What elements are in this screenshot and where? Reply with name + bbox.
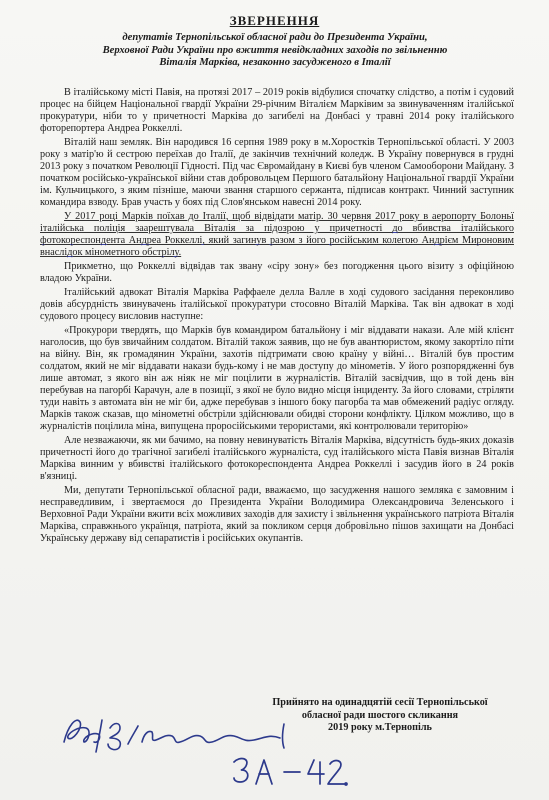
paragraph: Віталій наш земляк. Він народився 16 серпня 1989 року в м.Хоростків Тернопільської області. У 2003 року з матір'ю й сестрою переїхав до Італії, де закінчив технічний коледж. В Україну повернувся в грудні 2013 року з початком Революції Гідності. Під час Євромайдану в Києві був членом Самооборони Майдану. З початком російсько-української війни став добровольцем Першого батальйону Національної гвардії України ім. Кульчицького, з яким пізніше, маючи звання старшого сержанта, підписав контракт. Чинний заступник командира взводу. Брав участь у боях під Слов'янськом навесні 2014 року. [40,137,514,208]
subtitle-line: Віталія Марківа, незаконно засудженого в Італії [159,57,391,68]
paragraph-part: У 2017 році Марків поїхав до Італії, щоб відвідати матір. 30 червня 2017 року в аеропорту Болоньї італійська поліція заарештувала Віталія за підозрою у причетності [40,211,514,234]
adoption-line: обласної ради шостого скликання [301,709,459,721]
subtitle-line: Верховної Ради України про вжиття невідкладних заходів по звільненню [102,44,448,56]
document-body [40,87,514,547]
subtitle-line: депутатів Тернопільської обласної ради до Президента України, [122,32,428,43]
paragraph: Прикметно, що Роккеллі відвідав так звану «сіру зону» без погодження цього візиту з офіційною владою України. [40,261,514,284]
adoption-line: 2019 року м.Тернопіль [328,722,432,733]
quote-paragraph: «Прокурори твердять, що Марків був командиром батальйону і міг віддавати накази. Але мій клієнт наголосив, що був звичайним солдатом. Віталій також заявив, що не був авантюристом, якому закортіло піти на війну. Він, як громадянин України, захотів підтримати свою країну у війні… Віталій був простим солдатом, який не міг віддавати накази будь-кому і не мав доступу до мінометів. У його розпорядженні був лише автомат, з якого він аж ніяк не міг поцілити в журналістів. Віталій засвідчив, що в той день він перебував на пагорбі Карачун, але в позиції, з якої не було видно місця інциденту. За його словами, стріляти туди навіть з автомата він не міг би, адже перебував з іншого боку пагорба та мав обмежений радіус огляду. Марків також сказав, що мінометні обстріли здійснювали обидві сторони конфлікту. Цілком можливо, що в журналістів поцілила міна, випущена проросійськими терористами, які контролювали територію» [40,325,514,432]
document-subtitle [30,32,520,70]
adoption-line: Прийнято на одинадцятій сесії Тернопільської [272,697,488,708]
pen-underlined-text: до вбивства італійського фотокореспондента Андреа Роккеллі, який загинув разом з його російським колегою Андрієм Мироновим внаслідок мінометного обстрілу. [40,223,514,258]
paragraph: Але незважаючи, як ми бачимо, на повну невинуватість Віталія Марківа, відсутність будь-яких доказів причетності його до трагічної загибелі італійського журналіста, суд італійського міста Павія визнав Віталія Марківа винним у вбивстві італійського фотокореспондента Андреа Роккеллі і засудив його в 24 років в'язниці. [40,435,514,482]
paragraph: В італійському місті Павія, на протязі 2017 – 2019 років відбулися спочатку слідство, а потім і судовий процес на бійцем Національної гвардії України 29-річним Віталієм Марківим за звинуваченням італійської прокуратури, ніби то у причетності Марківа до загибелі на Донбасі у травні 2014 року італійського фоторепортера Андреа Роккеллі. [40,87,514,134]
paragraph-underlined [40,211,514,259]
paragraph: Італійський адвокат Віталія Марківа Раффаеле делла Валле в ході судового засідання переконливо довів абсурдність звинувачень італійської прокуратури стосовно Віталій Марківа. Так він адвокат в ході судового процесу висловив наступне: [40,287,514,322]
handwritten-registration-number [228,752,348,792]
document-title: ЗВЕРНЕННЯ [229,13,320,28]
handwritten-signature [58,708,308,758]
paragraph: Ми, депутати Тернопільської обласної ради, вважаємо, що засудження нашого земляка є замовним і несправедливим, і звертаємося до Президента України Володимира Олександровича Зеленського і Верховної Ради України вжити всіх можливих заходів для захисту і звільнення українського патріота Віталія Марківа, справжнього українця, патріота, який за покликом серця добровільно пішов захищати на Донбасі Українську державу від сепаратистів і російських окупантів. [40,485,514,544]
